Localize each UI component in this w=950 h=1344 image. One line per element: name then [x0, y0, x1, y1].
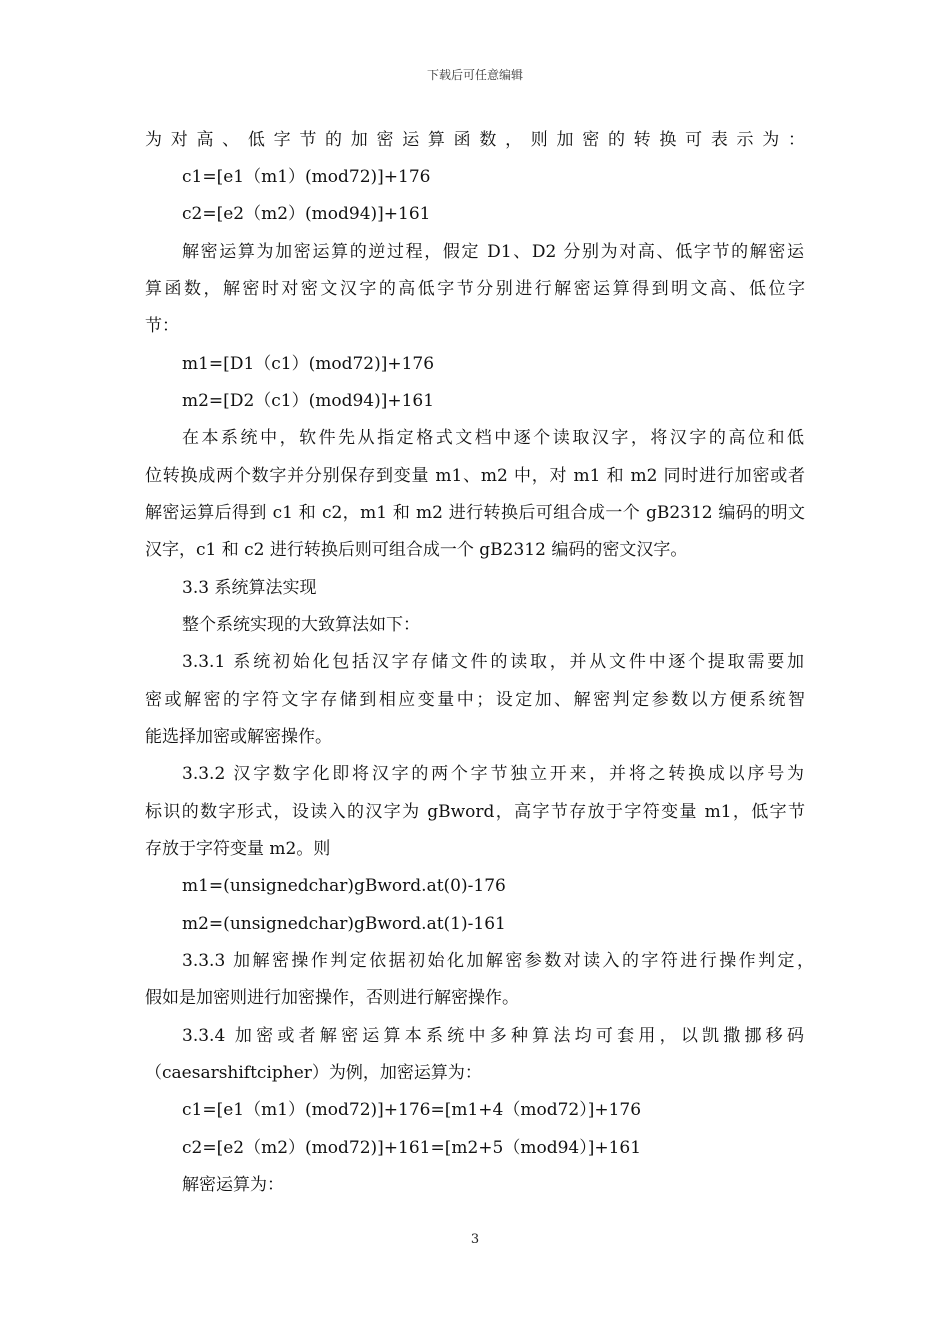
paragraph-line: 能选择加密或解密操作。 [145, 727, 332, 747]
paragraph-line: 3.3.4 加密或者解密运算本系统中多种算法均可套用，以凯撒挪移码 [182, 1026, 804, 1046]
paragraph-line: 为对高、低字节的加密运算函数，则加密的转换可表示为： [145, 130, 805, 150]
paragraph-line: 假如是加密则进行加密操作，否则进行解密操作。 [145, 988, 519, 1008]
section-heading: 3.3 系统算法实现 [182, 578, 317, 598]
paragraph-line: 整个系统实现的大致算法如下： [182, 615, 420, 635]
paragraph-line: 解密运算为： [182, 1175, 284, 1195]
paragraph-line: 汉字，c1 和 c2 进行转换后则可组合成一个 gB2312 编码的密文汉字。 [145, 540, 688, 560]
formula-line: m2=[D2（c1）(mod94)]+161 [182, 391, 435, 411]
page-number: 3 [470, 1232, 480, 1247]
paragraph-line: 存放于字符变量 m2。则 [145, 839, 331, 859]
paragraph-line: 解密运算后得到 c1 和 c2，m1 和 m2 进行转换后可组合成一个 gB2312 编码的明文 [145, 503, 805, 523]
paragraph-line: 3.3.3 加解密操作判定依据初始化加解密参数对读入的字符进行操作判定， [182, 951, 814, 971]
formula-line: m1=[D1（c1）(mod72)]+176 [182, 354, 435, 374]
formula-line: c2=[e2（m2）(mod94)]+161 [182, 204, 431, 224]
formula-line: c2=[e2（m2）(mod72)]+161=[m2+5（mod94）]+161 [182, 1138, 642, 1158]
paragraph-line: 3.3.1 系统初始化包括汉字存储文件的读取，并从文件中逐个提取需要加 [182, 652, 804, 672]
formula-line: c1=[e1（m1）(mod72)]+176=[m1+4（mod72）]+176 [182, 1100, 642, 1120]
paragraph-line: 3.3.2 汉字数字化即将汉字的两个字节独立开来，并将之转换成以序号为 [182, 764, 804, 784]
paragraph-line: 节： [145, 316, 179, 336]
paragraph-line: 算函数，解密时对密文汉字的高低字节分别进行解密运算得到明文高、低位字 [145, 279, 805, 299]
paragraph-line: 在本系统中，软件先从指定格式文档中逐个读取汉字，将汉字的高位和低 [182, 428, 804, 448]
formula-line: m1=(unsignedchar)gBword.at(0)-176 [182, 876, 506, 896]
paragraph-line: 标识的数字形式，设读入的汉字为 gBword，高字节存放于字符变量 m1，低字节 [145, 802, 805, 822]
paragraph-line: 密或解密的字符文字存储到相应变量中；设定加、解密判定参数以方便系统智 [145, 690, 805, 710]
paragraph-line: 位转换成两个数字并分别保存到变量 m1、m2 中，对 m1 和 m2 同时进行加密或者 [145, 466, 805, 486]
paragraph-line: （caesarshiftcipher）为例，加密运算为： [145, 1063, 482, 1083]
formula-line: m2=(unsignedchar)gBword.at(1)-161 [182, 914, 506, 934]
formula-line: c1=[e1（m1）(mod72)]+176 [182, 167, 431, 187]
page-header: 下载后可任意编辑 [426, 68, 523, 82]
paragraph-line: 解密运算为加密运算的逆过程，假定 D1、D2 分别为对高、低字节的解密运 [182, 242, 804, 262]
